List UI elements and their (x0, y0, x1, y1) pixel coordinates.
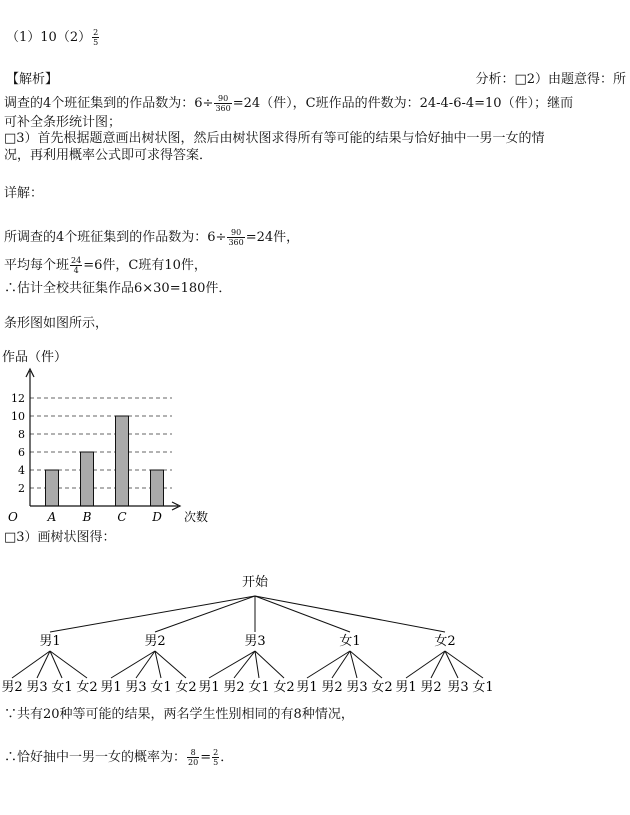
tree-leaf: 女2 (273, 680, 295, 695)
tree-branch (350, 651, 357, 678)
x-tick-label: C (117, 510, 127, 524)
text: ∴恰好抽中一男一女的概率为： (4, 750, 187, 765)
text: 所调查的4个班征集到的作品数为：6÷ (4, 230, 227, 245)
tree-leaf: 男3 (26, 680, 48, 695)
text: 平均每个班 (4, 258, 70, 273)
tree-leaf: 男3 (125, 680, 147, 695)
y-tick-label: 2 (18, 482, 25, 495)
tree-branch (406, 651, 445, 678)
fraction-numerator: 2 (93, 28, 99, 37)
fraction-numerator: 90 (227, 228, 244, 238)
tree-leaf: 女1 (248, 680, 270, 695)
fraction-denominator: 360 (215, 104, 231, 113)
tree-branch (255, 596, 350, 632)
tree-branch (50, 596, 255, 632)
detail-line-4: 条形图如图所示， (4, 316, 109, 331)
analysis-line-6: 况，再利用概率公式即可求得答案． (4, 148, 213, 163)
tree-leaf: 男2 (223, 680, 245, 695)
detail-line-2 (4, 256, 207, 275)
tree-branch (136, 651, 155, 678)
fraction (212, 748, 219, 767)
analysis-right: 分析：□2）由题意得：所 (475, 72, 626, 87)
detail-line-6: ∵共有20种等可能的结果，两名学生性别相同的有8种情况， (4, 707, 354, 722)
tree-leaf: 女1 (472, 680, 494, 695)
bar-B (81, 452, 94, 506)
tree-node-level1: 女1 (339, 634, 361, 649)
y-tick-label: 12 (11, 392, 25, 405)
tree-leaf: 男1 (100, 680, 122, 695)
tree-leaf: 女2 (76, 680, 98, 695)
tree-branch (155, 596, 255, 632)
fraction-denominator: 20 (188, 758, 199, 767)
tree-branch (209, 651, 255, 678)
tree-branch (255, 596, 445, 632)
tree-node-level1: 男2 (144, 634, 166, 649)
tree-root: 开始 (241, 575, 269, 590)
text: =24（件），C班作品的件数为：24-4-6-4=10（件）；继而 (232, 96, 574, 111)
tree-branch (255, 651, 259, 678)
tree-leaf: 男1 (296, 680, 318, 695)
detail-line-5: □3）画树状图得： (4, 530, 116, 545)
bar-chart (0, 345, 230, 530)
x-tick-label: D (152, 510, 162, 524)
fraction-denominator: 4 (73, 266, 79, 275)
detail-line-7 (4, 748, 233, 767)
tree-leaf: 男2 (420, 680, 442, 695)
text: 调查的4个班征集到的作品数为：6÷ (4, 96, 214, 111)
tree-branch (350, 651, 382, 678)
tree-branch (332, 651, 350, 678)
fraction-denominator: 5 (93, 38, 99, 47)
fraction (227, 228, 244, 247)
analysis-line-5: □3）首先根据题意画出树状图，然后由树状图求得所有等可能的结果与恰好抽中一男一女的情 (4, 131, 545, 146)
tree-branch (111, 651, 155, 678)
tree-leaf: 女2 (175, 680, 197, 695)
tree-leaf: 女1 (150, 680, 172, 695)
detail-line-3: ∴估计全校共征集作品6×30=180件． (4, 281, 232, 296)
origin-label: O (8, 510, 18, 524)
tree-node-level1: 男1 (39, 634, 61, 649)
tree-leaf: 男1 (395, 680, 417, 695)
fraction (70, 256, 82, 275)
text: =24件， (245, 230, 300, 245)
fraction-denominator: 360 (228, 238, 244, 247)
tree-branch (12, 651, 50, 678)
x-axis-label: 次数 (184, 510, 209, 524)
fraction-numerator: 8 (187, 748, 199, 758)
y-tick-label: 10 (11, 410, 25, 423)
y-tick-label: 4 (18, 464, 25, 477)
tree-leaf: 女2 (371, 680, 393, 695)
tree-leaf: 男3 (447, 680, 469, 695)
analysis-line-4: 可补全条形统计图； (4, 115, 122, 130)
tree-branch (255, 651, 284, 678)
tree-leaf: 男3 (346, 680, 368, 695)
y-tick-label: 8 (18, 428, 25, 441)
fraction (214, 94, 231, 113)
bar-D (151, 470, 164, 506)
x-tick-label: B (82, 510, 92, 524)
tree-node-level1: 女2 (434, 634, 456, 649)
tree-leaf: 女1 (51, 680, 73, 695)
tree-leaf: 男1 (198, 680, 220, 695)
chart-bars (46, 416, 164, 506)
fraction-numerator: 24 (71, 256, 82, 265)
tree-leaf: 男2 (1, 680, 23, 695)
tree-diagram (0, 570, 630, 700)
fraction-denominator: 5 (213, 758, 219, 767)
text: =6件，C班有10件， (83, 258, 207, 273)
xiangjie-label: 详解： (4, 186, 44, 201)
y-tick-label: 6 (18, 446, 25, 459)
answer-text: （1）10（2） (6, 30, 92, 45)
text: = (200, 750, 212, 765)
tree-branch (307, 651, 350, 678)
analysis-line-3 (4, 94, 573, 113)
tree-node-level1: 男3 (244, 634, 266, 649)
tree-branch (234, 651, 255, 678)
fraction-numerator: 2 (213, 748, 219, 757)
answer-fraction (92, 28, 99, 47)
bar-C (116, 416, 129, 506)
x-tick-label: A (47, 510, 57, 524)
detail-line-1 (4, 228, 299, 247)
tree-leaf: 男2 (321, 680, 343, 695)
tree-branch (431, 651, 445, 678)
text: ． (220, 750, 234, 765)
jiexi-label: 【解析】 (6, 72, 59, 87)
fraction (187, 748, 199, 767)
tree-branch (445, 651, 483, 678)
bar-A (46, 470, 59, 506)
y-axis-label: 作品（件） (2, 350, 68, 365)
answer-line (6, 28, 100, 47)
fraction-numerator: 90 (214, 94, 231, 104)
